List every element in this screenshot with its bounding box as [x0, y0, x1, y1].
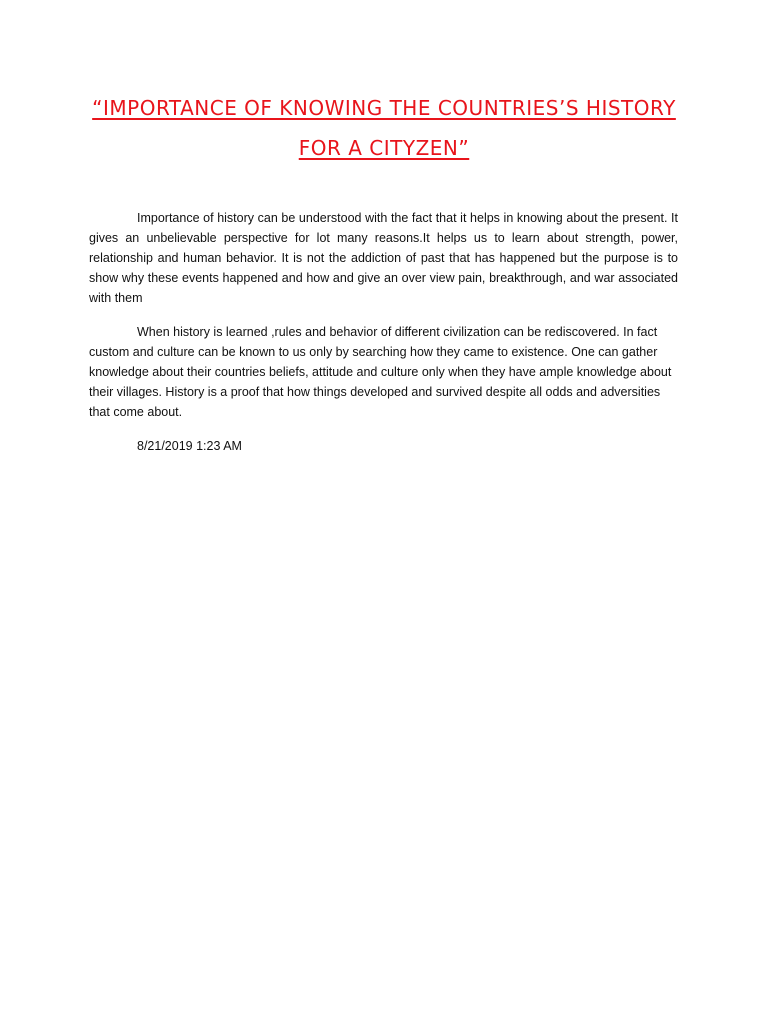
document-timestamp: 8/21/2019 1:23 AM: [137, 439, 242, 453]
document-title-line-1: “IMPORTANCE OF KNOWING THE COUNTRIES’S HISTORY: [92, 96, 676, 120]
paragraph-importance-of-history: Importance of history can be understood with the fact that it helps in knowing about the present. It gives an unbelievable perspective for lot many reasons.It helps us to learn about strength, power, relationship and human behavior. It is not the addiction of past that has happened but the purpose is to show why these events happened and how and give an over view pain, breakthrough, and war associated with them: [89, 211, 678, 305]
document-title-line-2: FOR A CITYZEN”: [298, 136, 470, 160]
paragraph-history-learned: When history is learned ,rules and behavior of different civilization can be rediscovered. In fact custom and culture can be known to us only by searching how they came to existence. One can gather knowledge about their countries beliefs, attitude and culture only when they have ample knowledge about their villages. History is a proof that how things developed and survived despite all odds and adversities that come about.: [89, 325, 672, 419]
